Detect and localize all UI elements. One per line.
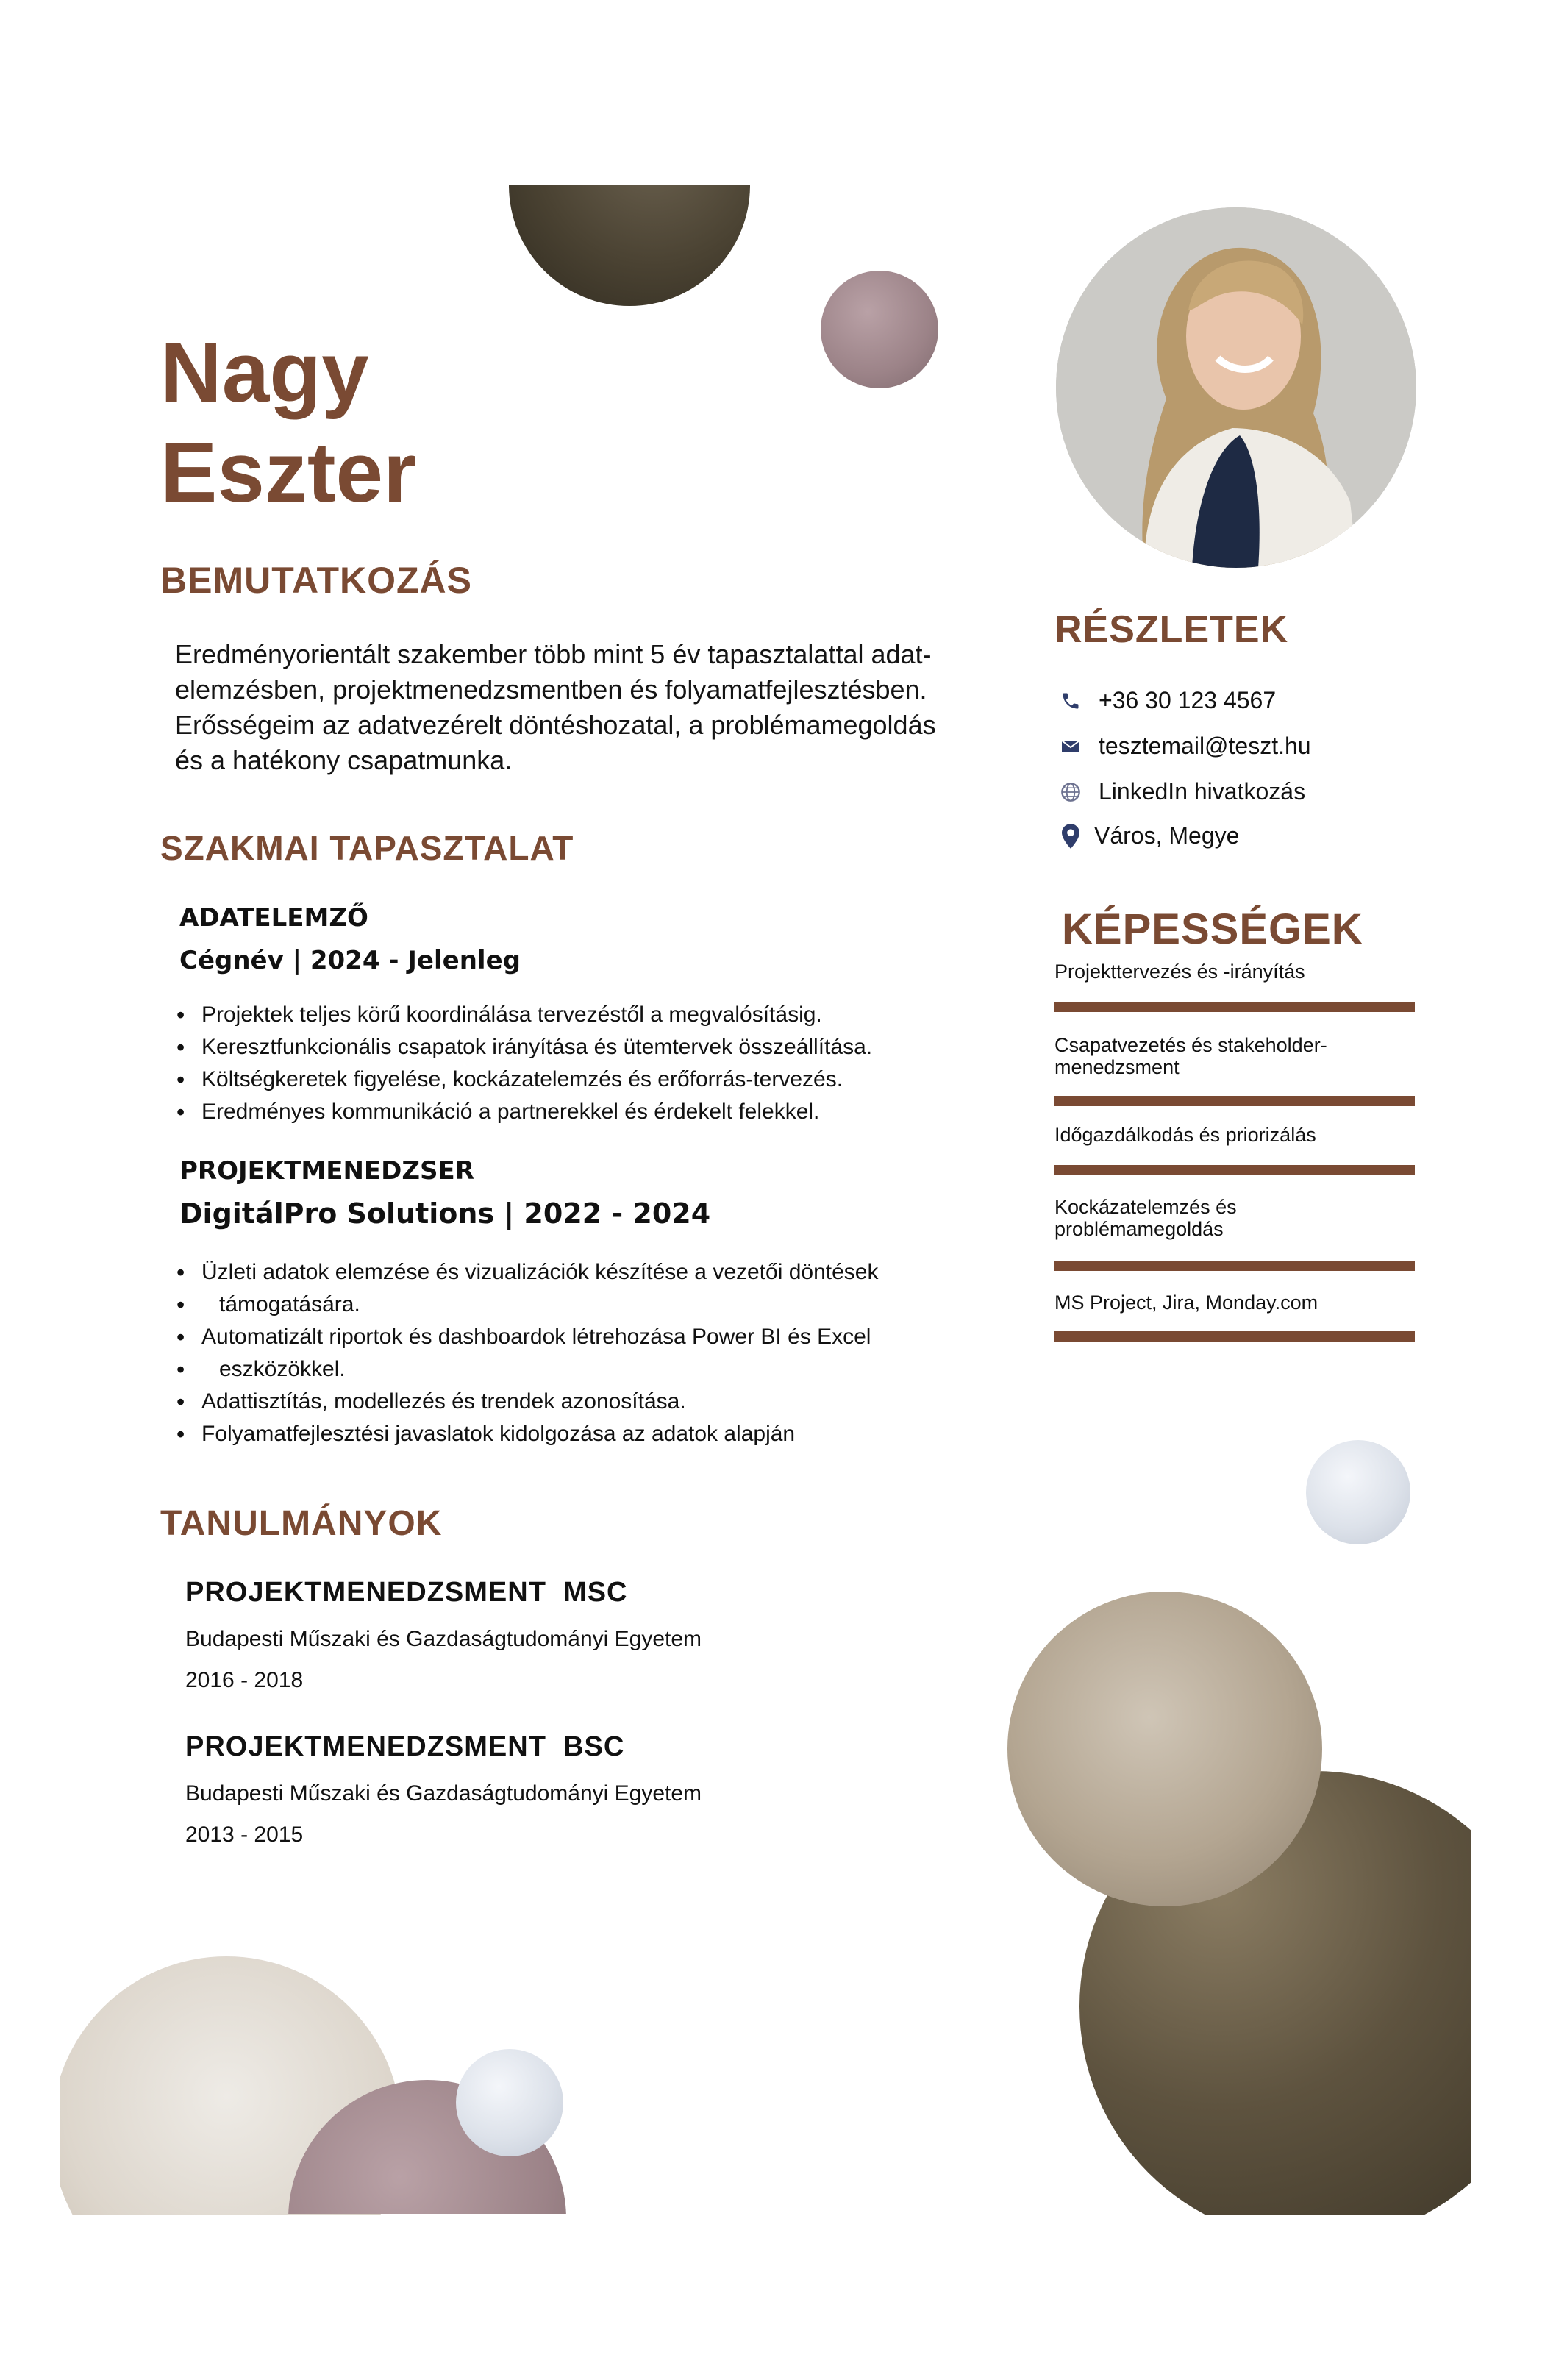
contact-location — [1057, 822, 1239, 849]
contact-linkedin — [1057, 778, 1305, 805]
skill-text: Időgazdálkodás és priorizálás — [1054, 1124, 1316, 1146]
job-title: PROJEKTMENEDZSER — [179, 1156, 474, 1186]
skill-item — [1054, 1034, 1415, 1078]
intro-line: Eredményorientált szakember több mint 5 év tapasztalattal adat- — [175, 639, 932, 669]
education-school: Budapesti Műszaki és Gazdaságtudományi Egyetem — [185, 1781, 702, 1806]
mail-icon — [1057, 733, 1084, 760]
skill-item — [1054, 1291, 1415, 1314]
skill-bar — [1054, 1331, 1415, 1342]
skill-item — [1054, 1124, 1415, 1146]
list-item: • Adattisztítás, modellezés és trendek azonosítása. — [176, 1386, 1044, 1418]
education-years: 2013 - 2015 — [185, 1823, 304, 1847]
decor-circle-silver-right — [1306, 1440, 1410, 1544]
skill-bar — [1054, 1165, 1415, 1175]
decor-circle-beige — [1007, 1592, 1322, 1906]
contact-phone — [1057, 687, 1276, 714]
skill-text: Kockázatelemzés és — [1054, 1196, 1237, 1218]
experience-heading: SZAKMAI TAPASZTALAT — [160, 829, 574, 867]
decor-circle-silver-bottom — [456, 2049, 563, 2156]
phone-number[interactable]: +36 30 123 4567 — [1099, 687, 1277, 713]
skill-text: menedzsment — [1054, 1056, 1180, 1078]
list-item: • Folyamatfejlesztési javaslatok kidolgozása az adatok alapján — [176, 1418, 1044, 1450]
location-pin-icon — [1057, 823, 1084, 849]
list-item-continued: • támogatására. — [176, 1289, 1044, 1321]
portrait-illustration — [1056, 207, 1416, 568]
skill-bar — [1054, 1096, 1415, 1106]
decor-circle-mauve-top — [821, 271, 938, 388]
list-item: • Költségkeretek figyelése, kockázatelemzés és erőforrás-tervezés. — [176, 1063, 1029, 1096]
education-degree: PROJEKTMENEDZSMENT BSC — [185, 1731, 625, 1762]
job-subtitle: Cégnév | 2024 - Jelenleg — [179, 946, 521, 975]
skills-heading: KÉPESSÉGEK — [1062, 905, 1363, 953]
location-text: Város, Megye — [1094, 822, 1240, 849]
list-item: • Üzleti adatok elemzése és vizualizációk készítése a vezetői döntések — [176, 1256, 1044, 1289]
list-item: • Projektek teljes körű koordinálása tervezéstől a megvalósításig. — [176, 999, 1029, 1031]
phone-icon — [1057, 688, 1084, 714]
skill-item — [1054, 961, 1415, 983]
list-item: • Automatizált riportok és dashboardok létrehozása Power BI és Excel — [176, 1321, 1044, 1353]
intro-line: elemzésben, projektmenedzsmentben és folyamatfejlesztésben. — [175, 674, 927, 705]
education-school: Budapesti Műszaki és Gazdaságtudományi Egyetem — [185, 1627, 702, 1651]
education-years: 2016 - 2018 — [185, 1668, 304, 1692]
email-address[interactable]: tesztemail@teszt.hu — [1099, 733, 1311, 759]
education-degree: PROJEKTMENEDZSMENT MSC — [185, 1577, 628, 1608]
details-heading: RÉSZLETEK — [1054, 608, 1289, 651]
list-item-continued: • eszközökkel. — [176, 1353, 1044, 1386]
list-item: • Keresztfunkcionális csapatok irányítása és ütemtervek összeállítása. — [176, 1031, 1029, 1063]
skill-bar — [1054, 1261, 1415, 1271]
job-subtitle: DigitálPro Solutions | 2022 - 2024 — [179, 1197, 711, 1230]
intro-text — [175, 637, 1028, 778]
skill-text: Projekttervezés és -irányítás — [1054, 961, 1305, 983]
skill-bar — [1054, 1002, 1415, 1012]
skill-item — [1054, 1196, 1415, 1240]
decor-half-circle-top — [509, 185, 750, 306]
globe-icon — [1057, 779, 1084, 805]
intro-line: és a hatékony csapatmunka. — [175, 745, 513, 775]
job-bullets — [176, 1256, 1044, 1450]
skill-text: problémamegoldás — [1054, 1218, 1224, 1240]
contact-email — [1057, 733, 1311, 760]
list-item: • Eredményes kommunikáció a partnerekkel és érdekelt felekkel. — [176, 1096, 1029, 1128]
intro-line: Erősségeim az adatvezérelt döntéshozatal, a problémamegoldás — [175, 710, 936, 740]
linkedin-link[interactable]: LinkedIn hivatkozás — [1099, 778, 1306, 805]
skill-text: Csapatvezetés és stakeholder- — [1054, 1034, 1327, 1056]
profile-photo — [1056, 207, 1416, 568]
skill-text: MS Project, Jira, Monday.com — [1054, 1291, 1318, 1314]
intro-heading: BEMUTATKOZÁS — [160, 560, 472, 601]
job-title: ADATELEMZŐ — [179, 903, 368, 933]
last-name: Eszter — [160, 424, 417, 520]
education-heading: TANULMÁNYOK — [160, 1504, 443, 1543]
job-bullets — [176, 999, 1029, 1128]
first-name: Nagy — [160, 324, 369, 420]
